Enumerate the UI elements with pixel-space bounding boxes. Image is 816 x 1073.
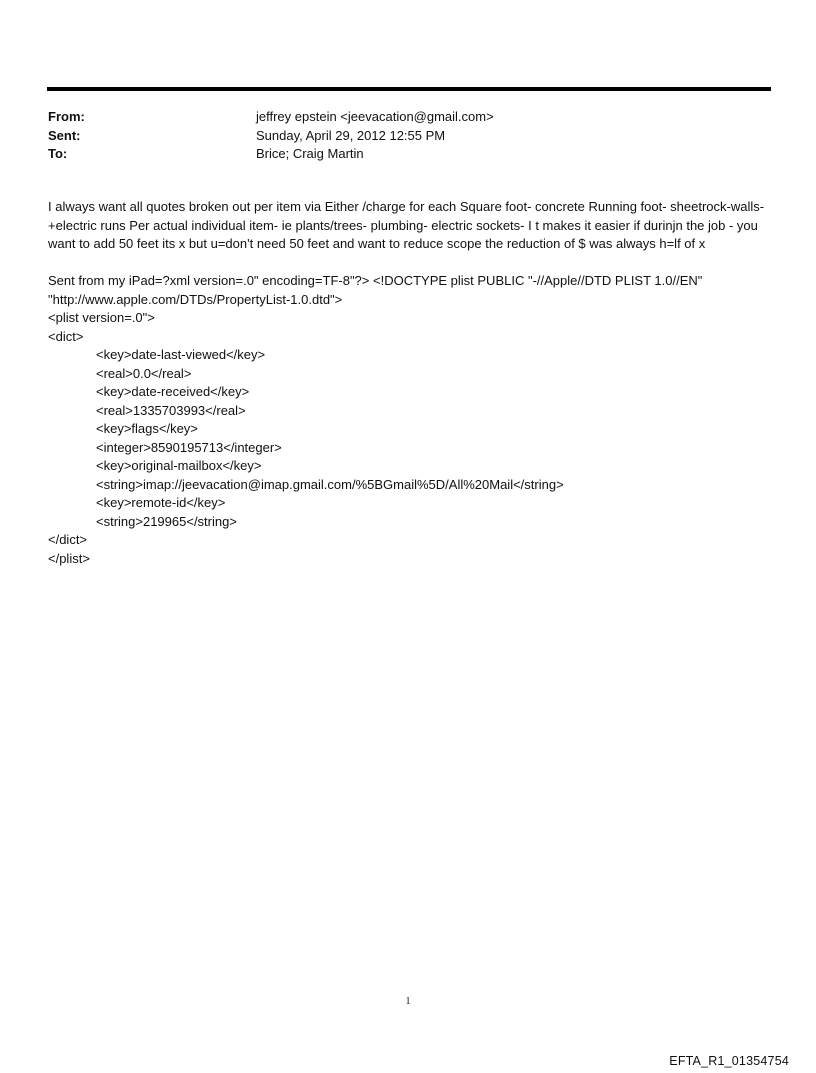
from-label: From: bbox=[48, 109, 85, 124]
signature-line-continued: "http://www.apple.com/DTDs/PropertyList-1.0.dtd"> bbox=[48, 291, 343, 307]
sent-label: Sent: bbox=[48, 127, 81, 143]
dict-line: <key>remote-id</key> bbox=[96, 495, 226, 510]
signature-line: Sent from my iPad=?xml version=.0" encoding=TF-8"?> <!DOCTYPE plist PUBLIC "-//Apple//DTD PLIST 1.0//EN" bbox=[48, 273, 703, 288]
dict-line: <real>1335703993</real> bbox=[96, 402, 246, 418]
from-row bbox=[48, 108, 768, 127]
to-label: To: bbox=[48, 146, 68, 161]
sent-value: Sunday, April 29, 2012 12:55 PM bbox=[256, 127, 446, 143]
dict-line: <string>219965</string> bbox=[96, 513, 237, 529]
header-rule bbox=[47, 87, 771, 91]
plist-open-tag: <plist version=.0"> bbox=[48, 310, 155, 325]
dict-line: <key>date-received</key> bbox=[96, 384, 250, 399]
dict-line: <key>original-mailbox</key> bbox=[96, 458, 262, 473]
email-body bbox=[48, 198, 773, 568]
page-number: 1 bbox=[405, 996, 411, 1007]
dict-line: <key>flags</key> bbox=[96, 421, 198, 436]
from-value: jeffrey epstein <jeevacation@gmail.com> bbox=[256, 109, 494, 124]
plist-close-tag: </plist> bbox=[48, 550, 90, 566]
dict-line: <key>date-last-viewed</key> bbox=[96, 347, 266, 362]
document-id: EFTA_R1_01354754 bbox=[669, 1054, 789, 1068]
dict-line: <integer>8590195713</integer> bbox=[96, 439, 282, 455]
dict-line: <real>0.0</real> bbox=[96, 365, 192, 381]
dict-open-tag: <dict> bbox=[48, 328, 84, 344]
sent-row bbox=[48, 127, 768, 146]
email-header bbox=[48, 108, 768, 164]
dict-close-tag: </dict> bbox=[48, 532, 88, 547]
message-paragraph: I always want all quotes broken out per item via Either /charge for each Square foot- concrete Running foot- sheetrock-walls-+electric runs Per actual individual item- ie plants/trees- plumbing- electric sockets- I t makes it easier if durinjn the job - you want to add 50 feet its x but u=don't need 50 feet and want to reduce scope the reduction of $ was always h=lf of x bbox=[48, 199, 765, 251]
to-row bbox=[48, 145, 768, 164]
to-value: Brice; Craig Martin bbox=[256, 146, 364, 161]
dict-line: <string>imap://jeevacation@imap.gmail.com/%5BGmail%5D/All%20Mail</string> bbox=[96, 476, 564, 492]
